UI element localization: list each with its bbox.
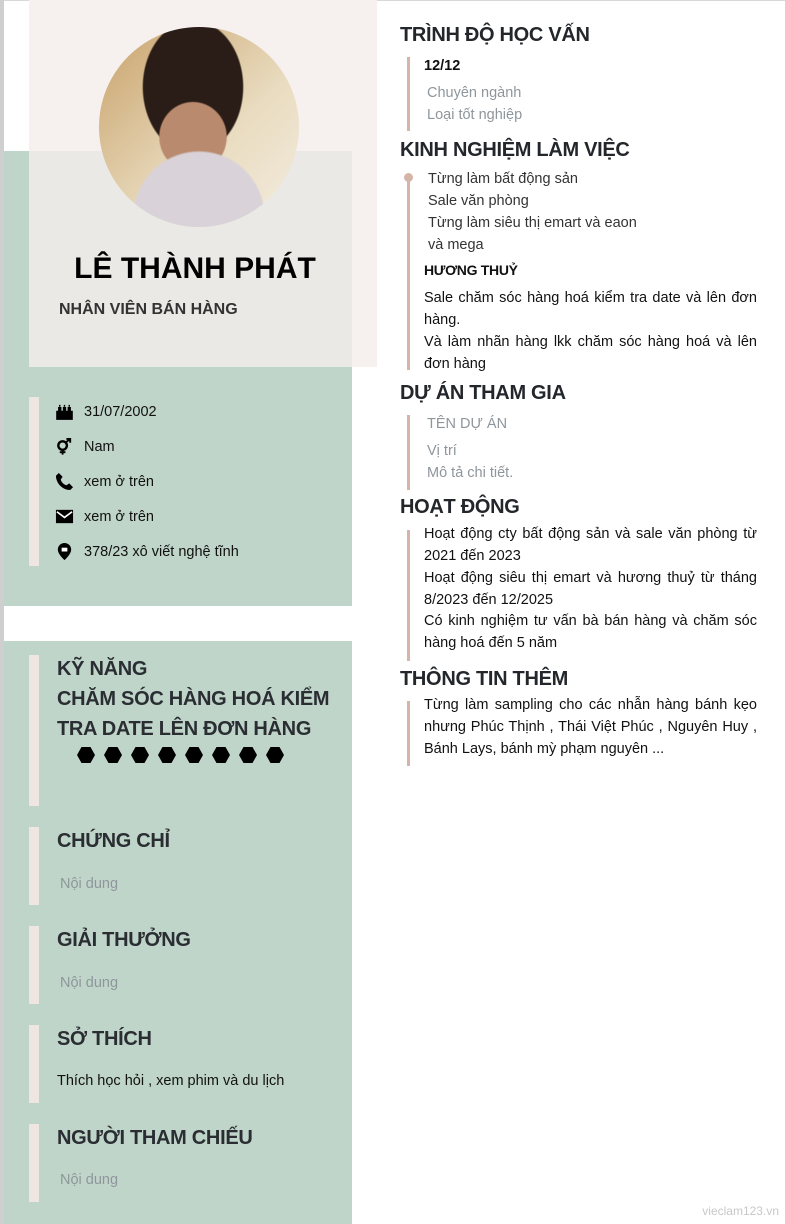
certificates-bar: [29, 827, 39, 905]
phone-icon: [55, 472, 74, 491]
references-bar: [29, 1124, 39, 1202]
address-value: 378/23 xô viết nghệ tĩnh: [84, 543, 239, 560]
education-grade: 12/12: [424, 58, 461, 74]
skill-name-line-2: TRA DATE LÊN ĐƠN HÀNG: [57, 718, 312, 740]
timeline-dot: [404, 173, 413, 182]
gender-icon: [55, 437, 74, 456]
experience-title: KINH NGHIỆM LÀM VIỆC: [400, 139, 630, 161]
phone-value: xem ở trên: [84, 473, 154, 490]
projects-bar: [407, 415, 410, 490]
projects-title: DỰ ÁN THAM GIA: [400, 382, 566, 404]
contact-bar: [29, 397, 39, 566]
rating-hexagon-icon: [239, 747, 257, 763]
activities-bar: [407, 530, 410, 661]
job-title: NHÂN VIÊN BÁN HÀNG: [59, 301, 238, 318]
education-bar: [407, 57, 410, 131]
rating-hexagon-icon: [77, 747, 95, 763]
activity-item: Có kinh nghiệm tư vấn bà bán hàng và chăm sóc hàng hoá đến 5 năm: [424, 613, 757, 651]
email-icon: [55, 507, 74, 526]
certificates-title: CHỨNG CHỈ: [57, 830, 170, 852]
activity-item: Hoạt động cty bất động sản và sale văn phòng từ 2021 đến 2023: [424, 526, 757, 564]
skills-title: KỸ NĂNG: [57, 658, 148, 680]
skills-bar: [29, 655, 39, 806]
awards-bar: [29, 926, 39, 1004]
location-icon: [55, 542, 74, 561]
project-role: Vị trí: [427, 443, 457, 459]
hobbies-content: Thích học hỏi , xem phim và du lịch: [57, 1073, 285, 1089]
rating-hexagon-icon: [158, 747, 176, 763]
hobbies-bar: [29, 1025, 39, 1103]
birthday-cake-icon: [55, 402, 74, 421]
gender-value: Nam: [84, 438, 115, 455]
additional-bar: [407, 701, 410, 766]
watermark: vieclam123.vn: [702, 1204, 779, 1218]
birthday-value: 31/07/2002: [84, 403, 157, 420]
experience-bar: [407, 175, 410, 370]
skill-name-line-1: CHĂM SÓC HÀNG HOÁ KIỂM: [57, 688, 330, 710]
education-graduation: Loại tốt nghiệp: [427, 107, 523, 123]
candidate-name: LÊ THÀNH PHÁT: [74, 252, 316, 285]
hobbies-title: SỞ THÍCH: [57, 1028, 152, 1050]
education-major: Chuyên ngành: [427, 85, 522, 101]
activity-item: Hoạt động siêu thị emart và hương thuỷ từ tháng 8/2023 đến 12/2025: [424, 570, 757, 608]
rating-hexagon-icon: [104, 747, 122, 763]
additional-title: THÔNG TIN THÊM: [400, 668, 569, 690]
certificates-content: Nội dung: [60, 876, 119, 892]
additional-content: Từng làm sampling cho các nhẫn hàng bánh kẹo nhưng Phúc Thịnh , Thái Việt Phúc , Nguyên Huy , Bánh Lays, bánh mỳ phạm nguyên ...: [424, 697, 757, 757]
avatar-photo: [99, 27, 299, 227]
rating-hexagon-icon: [266, 747, 284, 763]
project-name: TÊN DỰ ÁN: [427, 416, 508, 432]
references-content: Nội dung: [60, 1172, 119, 1188]
skill-rating: [77, 747, 293, 763]
contact-address: [55, 542, 239, 561]
references-title: NGƯỜI THAM CHIẾU: [57, 1127, 253, 1149]
contact-phone: [55, 472, 154, 491]
education-title: TRÌNH ĐỘ HỌC VẤN: [400, 24, 590, 46]
activities-title: HOẠT ĐỘNG: [400, 496, 520, 518]
experience-line: Từng làm siêu thị emart và eaon: [428, 215, 637, 231]
awards-content: Nội dung: [60, 975, 119, 991]
rating-hexagon-icon: [131, 747, 149, 763]
rating-hexagon-icon: [185, 747, 203, 763]
experience-line: Sale văn phòng: [428, 193, 529, 209]
email-value: xem ở trên: [84, 508, 154, 525]
experience-line: và mega: [428, 237, 484, 253]
contact-gender: [55, 437, 115, 456]
experience-desc: Sale chăm sóc hàng hoá kiểm tra date và lên đơn hàng.: [424, 290, 757, 328]
rating-hexagon-icon: [212, 747, 230, 763]
project-desc: Mô tả chi tiết.: [427, 465, 514, 481]
contact-email: [55, 507, 154, 526]
experience-company: HƯƠNG THUỶ: [424, 262, 518, 278]
experience-desc: Và làm nhãn hàng lkk chăm sóc hàng hoá và lên đơn hàng: [424, 334, 757, 372]
experience-line: Từng làm bất động sản: [428, 171, 578, 187]
contact-birthday: [55, 402, 157, 421]
awards-title: GIẢI THƯỞNG: [57, 929, 191, 951]
